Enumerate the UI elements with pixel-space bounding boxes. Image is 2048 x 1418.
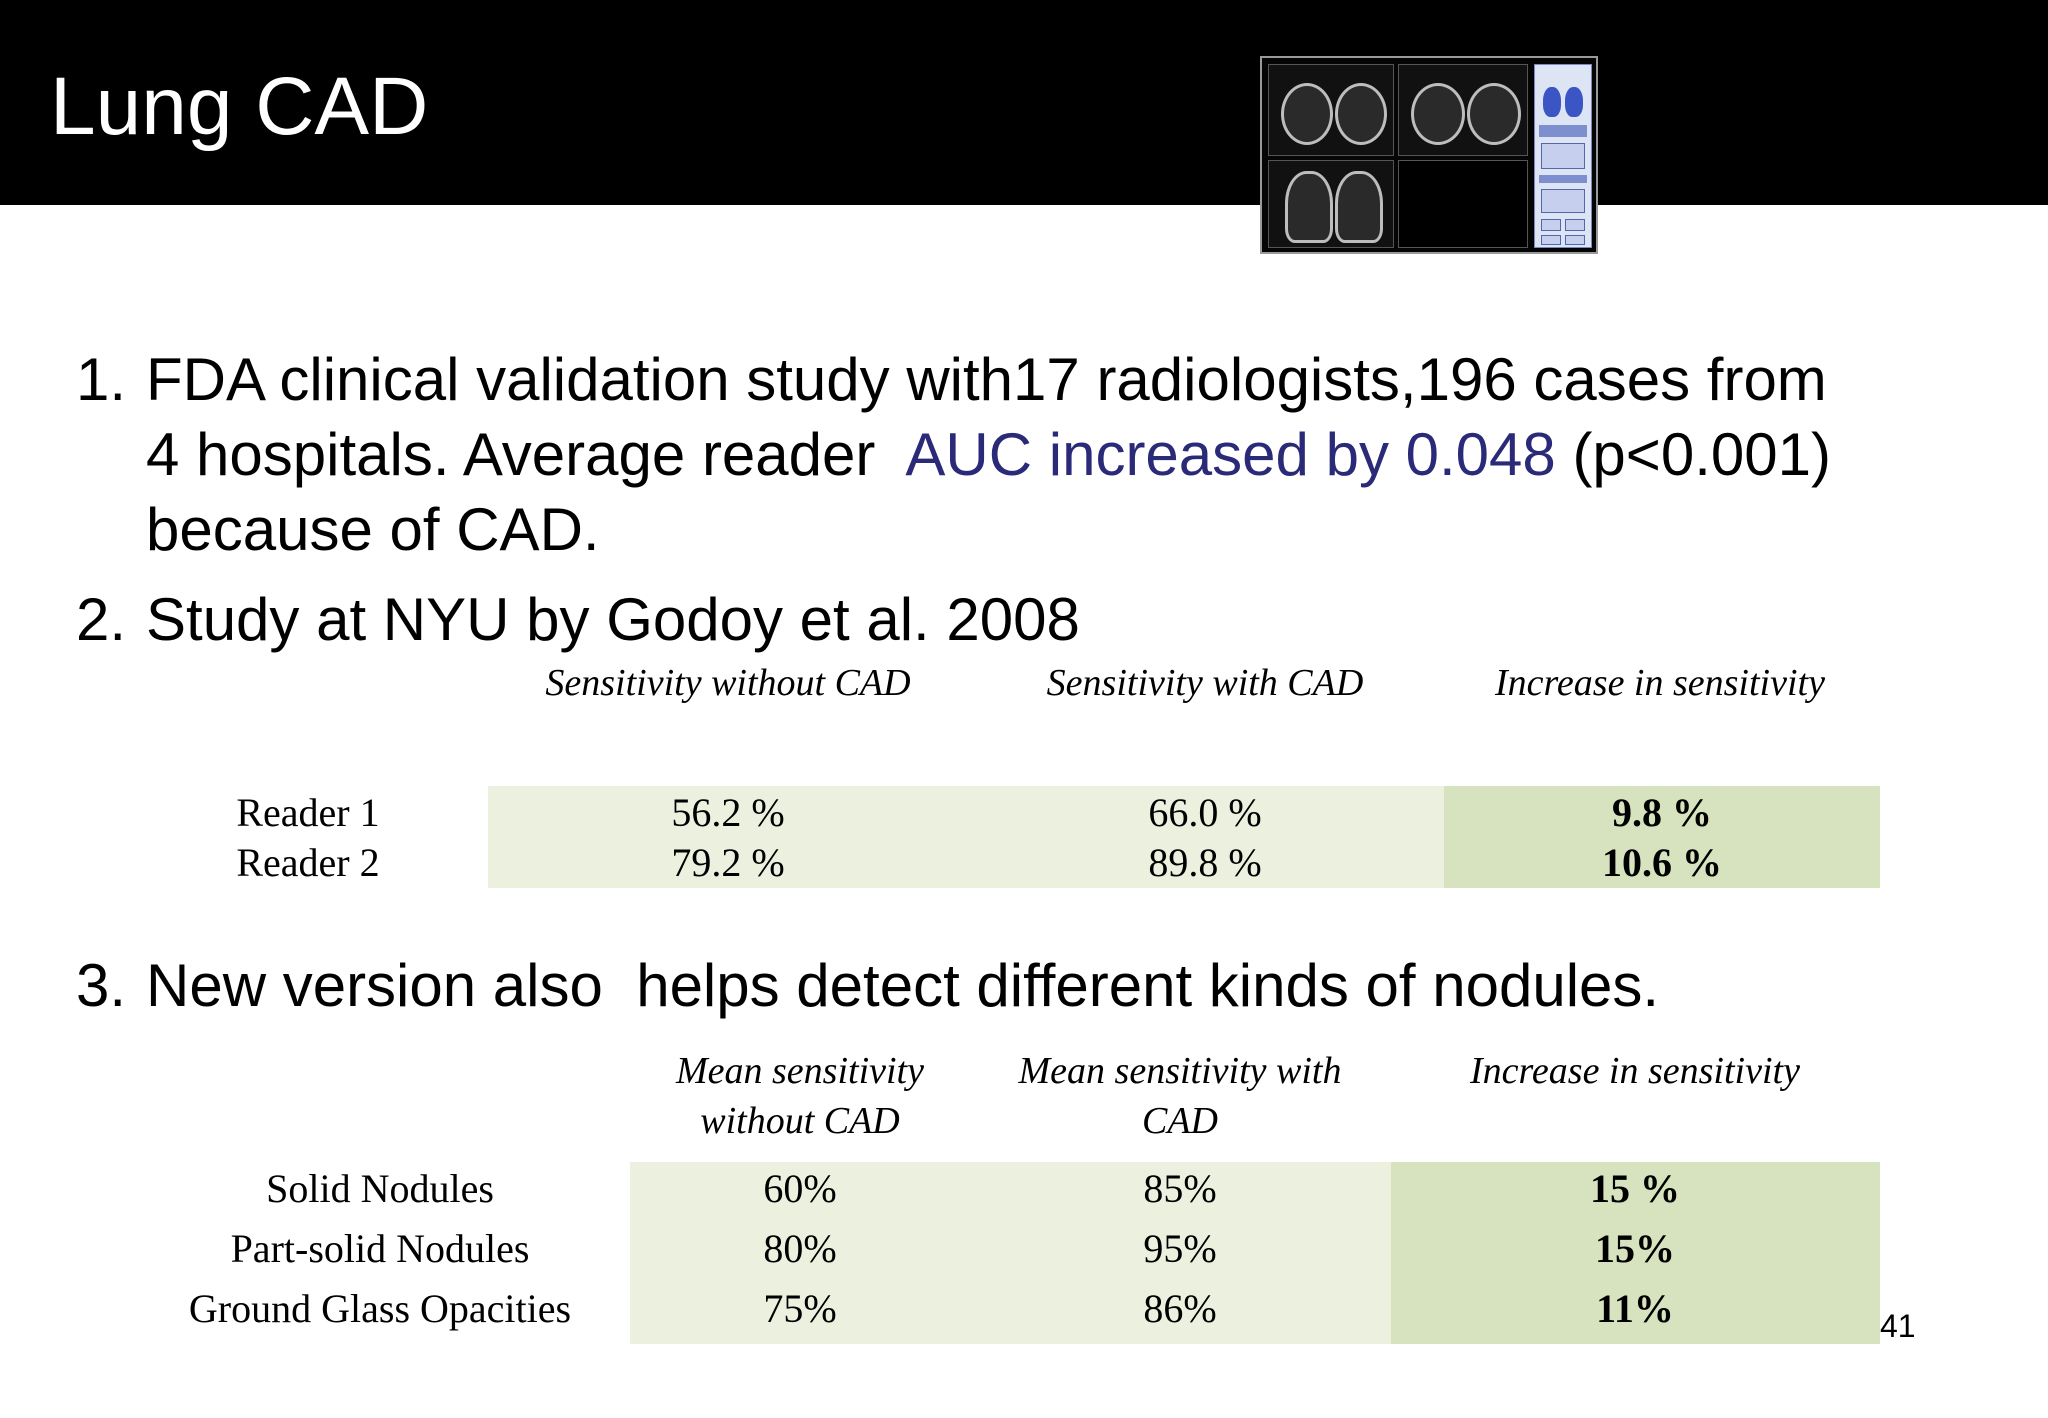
list-item-text: Study at NYU by Godoy et al. 2008	[146, 586, 1080, 653]
table2-cell-increase: 15 %	[1590, 1166, 1680, 1211]
slide-header	[0, 0, 2048, 205]
tool-button	[1541, 235, 1561, 245]
lung-left-icon	[1411, 83, 1465, 145]
table1-header-with: Sensitivity with CAD	[1046, 662, 1364, 704]
table1-row-label: Reader 1	[236, 790, 380, 835]
tool-button	[1541, 219, 1561, 231]
header-line: Increase in sensitivity	[1470, 1050, 1800, 1092]
table2-cell-without: 60%	[763, 1166, 837, 1211]
tool-button	[1541, 189, 1585, 213]
header-line: without CAD	[700, 1100, 900, 1142]
list-item-3	[76, 948, 1976, 1023]
ct-axial-view-right	[1398, 64, 1528, 156]
ct-coronal-view	[1268, 160, 1394, 248]
lung-right-icon	[1335, 83, 1387, 145]
table2-row-label: Solid Nodules	[266, 1166, 494, 1211]
lung-model-icon	[1565, 87, 1583, 117]
ct-axial-view-left	[1268, 64, 1394, 156]
table2-cell-without: 75%	[763, 1286, 837, 1331]
panel-bar	[1539, 175, 1587, 183]
ct-empty-view	[1398, 160, 1528, 248]
page-number: 41	[1880, 1308, 1916, 1344]
table1-cell-without: 79.2 %	[671, 840, 785, 885]
list-item-text: New version also helps detect different kinds of nodules.	[146, 952, 1660, 1019]
header-line: Mean sensitivity	[676, 1050, 924, 1092]
table2-cell-increase: 11%	[1596, 1286, 1674, 1331]
list-number: 3.	[76, 952, 127, 1019]
table1-row-label: Reader 2	[236, 840, 380, 885]
text-segment: (p<0.001)	[1555, 421, 1831, 488]
lung-coronal-right-icon	[1335, 171, 1383, 243]
table2-cell-with: 85%	[1143, 1166, 1217, 1211]
lung-left-icon	[1281, 83, 1333, 145]
list-item-2	[76, 582, 1976, 657]
list-number: 2.	[76, 586, 127, 653]
text-segment: 4 hospitals. Average reader	[146, 421, 906, 488]
text-line: FDA clinical validation study with17 radiologists,196 cases from	[146, 346, 1827, 413]
table2-cell-with: 86%	[1143, 1286, 1217, 1331]
ct-tool-panel	[1534, 64, 1592, 248]
table1-cell-without: 56.2 %	[671, 790, 785, 835]
header-line: CAD	[1142, 1100, 1218, 1142]
table2-header-with	[980, 1046, 1380, 1146]
table1-cell-with: 66.0 %	[1148, 790, 1262, 835]
list-item-1	[76, 342, 1976, 572]
table2-cell-with: 95%	[1143, 1226, 1217, 1271]
lung-coronal-left-icon	[1285, 171, 1333, 243]
table1-header-increase: Increase in sensitivity	[1495, 662, 1825, 704]
table1-cell-increase: 9.8 %	[1612, 790, 1712, 835]
list-item-text	[146, 342, 1976, 567]
text-line: because of CAD.	[146, 496, 600, 563]
table2-header-without	[630, 1046, 970, 1146]
table2-row-label: Ground Glass Opacities	[188, 1286, 572, 1331]
slide-title: Lung CAD	[50, 61, 429, 152]
text-line	[146, 417, 1976, 492]
panel-bar	[1539, 125, 1587, 137]
list-number: 1.	[76, 346, 127, 413]
table1-cell-increase: 10.6 %	[1602, 840, 1722, 885]
table1-header-without: Sensitivity without CAD	[545, 662, 911, 704]
tool-button	[1565, 219, 1585, 231]
ct-scan-screenshot-icon	[1260, 56, 1598, 254]
table2-cell-without: 80%	[763, 1226, 837, 1271]
table2-cell-increase: 15%	[1595, 1226, 1675, 1271]
tool-button	[1541, 143, 1585, 169]
tool-button	[1565, 235, 1585, 245]
table2-row-label: Part-solid Nodules	[230, 1226, 530, 1271]
table1-cell-with: 89.8 %	[1148, 840, 1262, 885]
table2-header-increase	[1410, 1046, 1860, 1096]
lung-right-icon	[1467, 83, 1521, 145]
highlight-text: AUC increased by 0.048	[905, 421, 1556, 488]
lung-model-icon	[1543, 87, 1561, 117]
header-line: Mean sensitivity with	[1018, 1050, 1342, 1092]
